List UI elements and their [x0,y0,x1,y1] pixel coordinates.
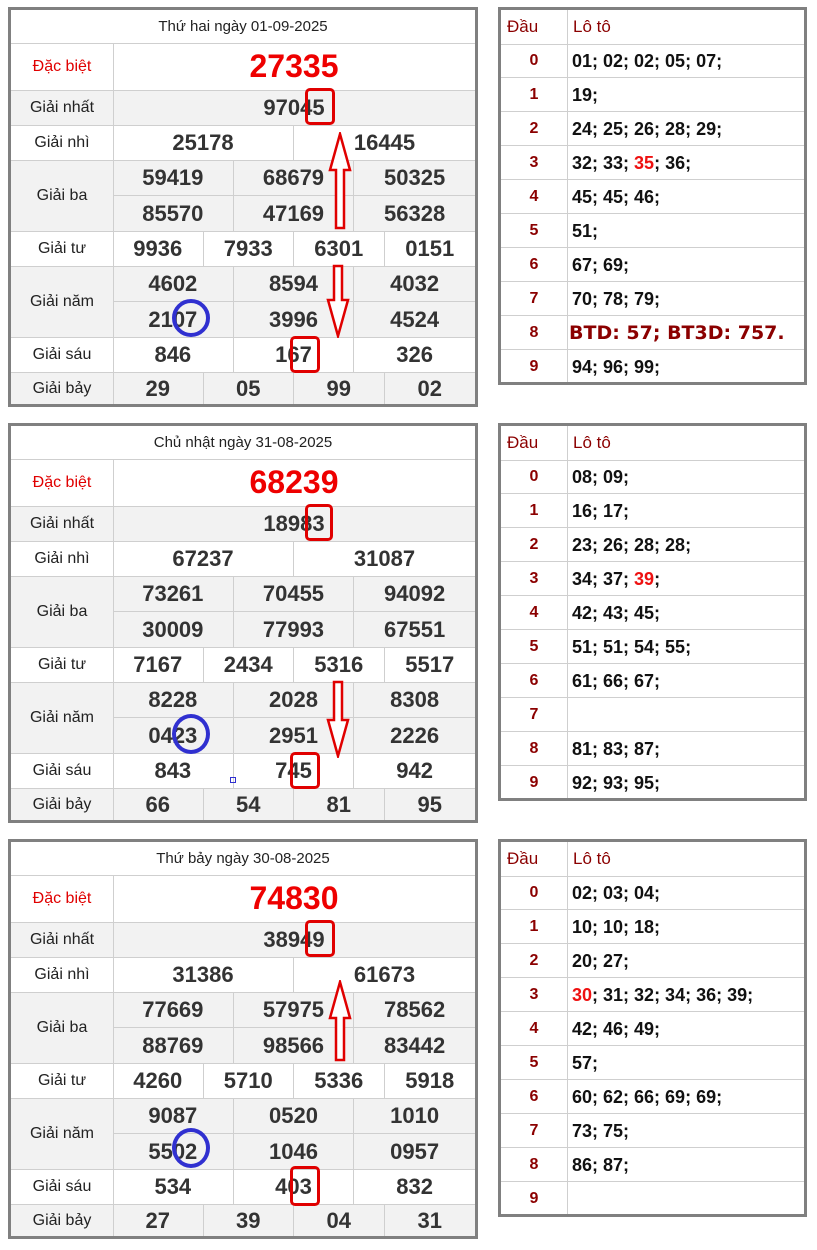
sixth-prize-number: 167 [234,338,355,372]
label-special-prize: Đặc biệt [11,43,114,90]
loto-values: 42; 43; 45; [572,603,661,623]
loto-head-digit: 2 [529,536,539,553]
loto-values: 45; 45; 46; [572,187,661,207]
loto-values: 24; 25; 26; 28; 29; [572,119,723,139]
loto-values: 57; [572,1053,599,1073]
first-prize-number: 38949 [263,927,325,952]
label-seventh-prize: Giải bảy [11,1205,114,1236]
loto-row [501,562,804,596]
third-prize-number: 94092 [354,577,475,612]
fourth-prize-number: 9936 [113,232,204,266]
fifth-prize-number: 8228 [113,683,234,718]
seventh-prize-number: 99 [294,373,385,404]
label-third-prize: Giải ba [11,577,114,647]
third-prize-number: 67551 [384,616,446,642]
highlighted-loto: 35 [634,153,655,173]
row-second-prize [11,126,475,161]
seventh-prize-number: 05 [204,373,295,404]
loto-row [501,78,804,112]
loto-row [501,180,804,214]
row-third-prize [11,161,475,232]
loto-head-digit: 5 [529,222,539,239]
highlight-circle [172,1128,210,1168]
loto-row [501,282,804,316]
third-prize-number: 78562 [354,993,475,1028]
draw-date-title: Chủ nhật ngày 31-08-2025 [11,426,475,460]
label-fifth-prize: Giải năm [11,683,114,753]
label-fourth-prize: Giải tư [11,232,114,266]
fifth-prize-number: 8594 [234,267,355,302]
results-table [8,839,478,1239]
fifth-prize-number: 0957 [390,1138,440,1164]
row-special-prize [11,875,475,923]
loto-head-digit: 4 [529,188,539,205]
loto-row [501,664,804,698]
highlight-box [305,920,335,957]
highlight-box [290,1166,320,1206]
fourth-prize-number: 6301 [294,232,385,266]
results-table [8,423,478,823]
label-third-prize: Giải ba [11,993,114,1063]
first-prize-number: 18983 [263,511,325,536]
result-panel [0,0,817,416]
third-prize-number: 85570 [113,196,234,231]
loto-values: 51; [572,221,599,241]
fifth-prize-number: 0423 [113,718,234,753]
loto-head-digit: 8 [529,324,539,341]
fifth-prize-number: 0520 [234,1099,355,1134]
highlight-circle [172,299,210,337]
loto-values: 81; 83; 87; [572,739,661,759]
sixth-prize-number: 534 [113,1170,234,1204]
result-panel [0,832,817,1248]
sixth-prize-number: 832 [396,1174,433,1199]
sixth-prize-number: 326 [396,342,433,367]
loto-values: 67; 69; [572,255,630,275]
loto-table [498,423,807,801]
loto-head-digit: 3 [529,154,539,171]
loto-header-dau: Đầu [507,849,539,868]
loto-head-digit: 0 [529,468,539,485]
row-sixth-prize [11,338,475,373]
label-fifth-prize: Giải năm [11,1099,114,1169]
loto-row [501,1114,804,1148]
highlight-box [305,504,333,541]
loto-header-dau: Đầu [507,17,539,36]
loto-head-digit: 4 [529,1020,539,1037]
loto-values: 86; 87; [572,1155,630,1175]
marker-dot [230,777,236,783]
fourth-prize-number: 5710 [204,1064,295,1098]
loto-header-loto: Lô tô [573,433,611,452]
label-special-prize: Đặc biệt [11,875,114,922]
loto-row [501,732,804,766]
loto-row [501,146,804,180]
third-prize-number: 77993 [234,612,355,647]
arrow-up-icon [328,980,352,1062]
loto-head-digit: 7 [529,706,539,723]
loto-head-digit: 1 [529,502,539,519]
sixth-prize-number: 846 [113,338,234,372]
seventh-prize-number: 31 [417,1207,442,1233]
loto-head-digit: 6 [529,256,539,273]
loto-header-dau: Đầu [507,433,539,452]
sixth-prize-number: 843 [113,754,234,788]
loto-head-digit: 9 [529,358,539,375]
third-prize-number: 50325 [354,161,475,196]
highlighted-loto: 30 [572,985,593,1005]
loto-table [498,7,807,385]
third-prize-number: 77669 [113,993,234,1028]
fourth-prize-number: 5517 [405,652,455,677]
loto-values: 20; 27; [572,951,630,971]
loto-head-digit: 2 [529,952,539,969]
third-prize-number: 30009 [113,612,234,647]
special-prize-number: 68239 [249,464,339,500]
seventh-prize-number: 04 [294,1205,385,1236]
results-table [8,7,478,407]
row-seventh-prize [11,789,475,820]
label-second-prize: Giải nhì [11,126,114,160]
third-prize-number: 83442 [384,1032,446,1058]
fourth-prize-number: 0151 [405,236,455,261]
arrow-down-icon [326,264,350,338]
loto-row [501,596,804,630]
sixth-prize-number: 942 [396,758,433,783]
row-first-prize [11,923,475,958]
seventh-prize-number: 27 [113,1205,204,1236]
result-panel [0,416,817,832]
second-prize-number: 31087 [353,546,416,571]
row-seventh-prize [11,1205,475,1236]
fourth-prize-number: 7167 [113,648,204,682]
third-prize-number: 70455 [234,577,355,612]
seventh-prize-number: 95 [417,791,442,817]
row-special-prize [11,43,475,91]
row-seventh-prize [11,373,475,404]
loto-row [501,876,804,910]
label-fifth-prize: Giải năm [11,267,114,337]
seventh-prize-number: 66 [113,789,204,820]
seventh-prize-number: 81 [294,789,385,820]
label-sixth-prize: Giải sáu [11,338,114,372]
loto-values: 34; 37; 39; [572,569,661,589]
label-first-prize: Giải nhất [11,923,114,957]
label-special-prize: Đặc biệt [11,459,114,506]
loto-row [501,944,804,978]
third-prize-number: 59419 [113,161,234,196]
draw-date-title: Thứ hai ngày 01-09-2025 [11,10,475,44]
seventh-prize-number: 39 [204,1205,295,1236]
btd-prediction: BTD: 57; BT3D: 757. [569,322,785,344]
loto-values: 42; 46; 49; [572,1019,661,1039]
fifth-prize-number: 1010 [354,1099,475,1134]
fifth-prize-number: 2107 [113,302,234,337]
row-second-prize [11,542,475,577]
sixth-prize-number: 403 [234,1170,355,1204]
fifth-prize-number: 8308 [354,683,475,718]
fifth-prize-number: 9087 [113,1099,234,1134]
label-seventh-prize: Giải bảy [11,789,114,820]
seventh-prize-number: 54 [204,789,295,820]
loto-head-digit: 9 [529,1190,539,1207]
loto-row [501,1012,804,1046]
row-sixth-prize [11,754,475,789]
fifth-prize-number: 4524 [390,306,440,332]
loto-row [501,1046,804,1080]
third-prize-number: 68679 [234,161,355,196]
loto-row [501,528,804,562]
first-prize-number: 97045 [263,95,325,120]
loto-values: 60; 62; 66; 69; 69; [572,1087,723,1107]
loto-row [501,460,804,494]
label-first-prize: Giải nhất [11,91,114,125]
fourth-prize-number: 5336 [294,1064,385,1098]
row-first-prize [11,507,475,542]
loto-values: 94; 96; 99; [572,357,661,377]
loto-head-digit: 3 [529,986,539,1003]
seventh-prize-number: 02 [417,375,442,401]
second-prize-number: 61673 [353,962,416,987]
label-fourth-prize: Giải tư [11,1064,114,1098]
third-prize-number: 47169 [234,196,355,231]
loto-row [501,350,804,384]
loto-row [501,630,804,664]
second-prize-number: 25178 [113,126,294,160]
second-prize-number: 67237 [113,542,294,576]
loto-values: 02; 03; 04; [572,883,661,903]
loto-values: 19; [572,85,599,105]
row-special-prize [11,459,475,507]
loto-head-digit: 5 [529,1054,539,1071]
loto-values: 32; 33; 35; 36; [572,153,692,173]
fifth-prize-number: 2028 [234,683,355,718]
fourth-prize-number: 7933 [204,232,295,266]
loto-values: 10; 10; 18; [572,917,661,937]
loto-row [501,1148,804,1182]
loto-head-digit: 5 [529,638,539,655]
loto-values: 73; 75; [572,1121,630,1141]
third-prize-number: 56328 [384,200,446,226]
loto-values: 51; 51; 54; 55; [572,637,692,657]
label-second-prize: Giải nhì [11,542,114,576]
loto-values: 23; 26; 28; 28; [572,535,692,555]
loto-head-digit: 0 [529,884,539,901]
loto-head-digit: 6 [529,1088,539,1105]
label-seventh-prize: Giải bảy [11,373,114,404]
highlight-circle [172,714,210,754]
loto-head-digit: 8 [529,1156,539,1173]
fourth-prize-number: 2434 [204,648,295,682]
special-prize-number: 74830 [249,880,339,916]
sixth-prize-number: 745 [234,754,355,788]
row-second-prize [11,958,475,993]
fourth-prize-number: 4260 [113,1064,204,1098]
label-sixth-prize: Giải sáu [11,1170,114,1204]
fifth-prize-number: 1046 [234,1134,355,1169]
loto-header-loto: Lô tô [573,17,611,36]
highlighted-loto: 39 [634,569,655,589]
label-first-prize: Giải nhất [11,507,114,541]
loto-head-digit: 4 [529,604,539,621]
loto-row [501,248,804,282]
loto-head-digit: 1 [529,918,539,935]
loto-head-digit: 9 [529,774,539,791]
loto-head-digit: 7 [529,290,539,307]
second-prize-number: 16445 [353,130,416,155]
fifth-prize-number: 2951 [234,718,355,753]
fourth-prize-number: 5316 [294,648,385,682]
loto-head-digit: 8 [529,740,539,757]
loto-head-digit: 7 [529,1122,539,1139]
row-fifth-prize [11,267,475,338]
third-prize-number: 57975 [234,993,355,1028]
loto-values: 70; 78; 79; [572,289,661,309]
row-fourth-prize [11,232,475,267]
loto-head-digit: 3 [529,570,539,587]
loto-row [501,978,804,1012]
loto-head-digit: 1 [529,86,539,103]
loto-values: 92; 93; 95; [572,773,661,793]
third-prize-number: 88769 [113,1028,234,1063]
loto-head-digit: 6 [529,672,539,689]
loto-header [501,426,804,461]
loto-row [501,494,804,528]
label-fourth-prize: Giải tư [11,648,114,682]
highlight-box [305,88,335,125]
row-fourth-prize [11,648,475,683]
arrow-up-icon [328,132,352,230]
fifth-prize-number: 4032 [354,267,475,302]
arrow-down-icon [326,680,350,758]
highlight-box [290,336,320,373]
seventh-prize-number: 29 [113,373,204,404]
loto-row [501,1080,804,1114]
loto-row [501,698,804,732]
label-third-prize: Giải ba [11,161,114,231]
label-second-prize: Giải nhì [11,958,114,992]
loto-values: 61; 66; 67; [572,671,661,691]
fifth-prize-number: 4602 [113,267,234,302]
row-sixth-prize [11,1170,475,1205]
loto-row [501,44,804,78]
row-third-prize [11,993,475,1064]
row-fourth-prize [11,1064,475,1099]
loto-values: 30; 31; 32; 34; 36; 39; [572,985,754,1005]
third-prize-number: 73261 [113,577,234,612]
loto-row [501,214,804,248]
loto-row [501,910,804,944]
label-sixth-prize: Giải sáu [11,754,114,788]
loto-values: 08; 09; [572,467,630,487]
row-fifth-prize [11,1099,475,1170]
loto-values: 16; 17; [572,501,630,521]
loto-values: 01; 02; 02; 05; 07; [572,51,723,71]
row-third-prize [11,577,475,648]
loto-header-loto: Lô tô [573,849,611,868]
special-prize-number: 27335 [249,48,339,84]
loto-head-digit: 0 [529,52,539,69]
row-fifth-prize [11,683,475,754]
fifth-prize-number: 3996 [234,302,355,337]
loto-row [501,1182,804,1216]
loto-row [501,766,804,800]
fourth-prize-number: 5918 [405,1068,455,1093]
loto-header [501,842,804,877]
highlight-box [290,752,320,789]
loto-row [501,316,804,350]
draw-date-title: Thứ bảy ngày 30-08-2025 [11,842,475,876]
row-first-prize [11,91,475,126]
loto-head-digit: 2 [529,120,539,137]
loto-row [501,112,804,146]
loto-header [501,10,804,45]
fifth-prize-number: 2226 [390,722,440,748]
third-prize-number: 98566 [234,1028,355,1063]
fifth-prize-number: 5502 [113,1134,234,1169]
second-prize-number: 31386 [113,958,294,992]
loto-table [498,839,807,1217]
